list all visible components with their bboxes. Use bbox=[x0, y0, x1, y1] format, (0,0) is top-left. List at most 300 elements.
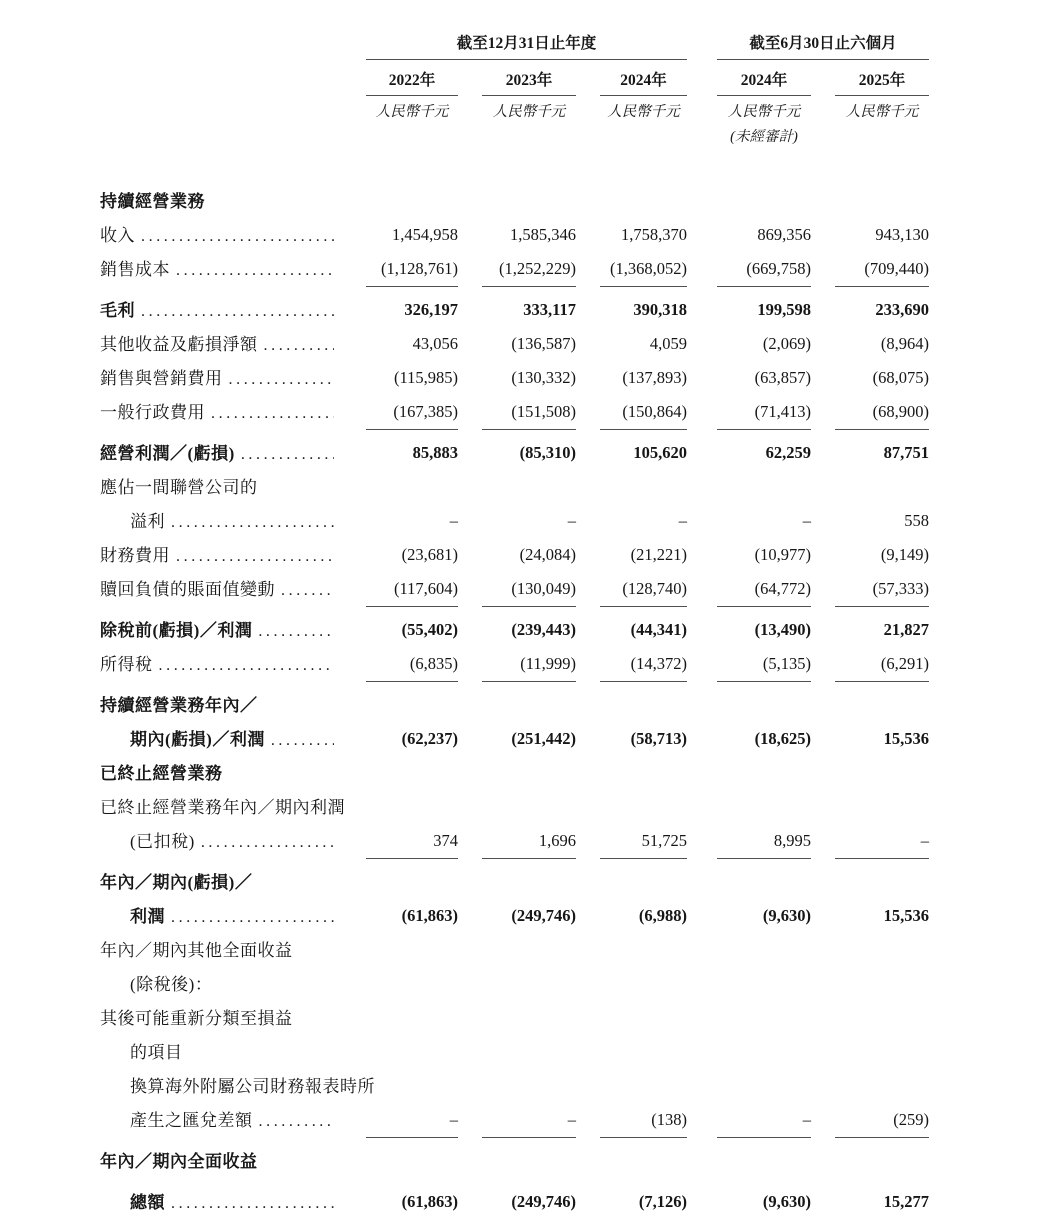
row-label: 銷售成本 bbox=[100, 260, 170, 279]
cell-value: (55,402) bbox=[401, 620, 458, 639]
cell-value: (709,440) bbox=[835, 258, 929, 287]
table-row bbox=[100, 464, 929, 498]
value-cell bbox=[811, 1172, 929, 1216]
cell-value: (61,863) bbox=[366, 1191, 458, 1216]
value-cell bbox=[811, 1063, 929, 1097]
cell-value: 4,059 bbox=[649, 334, 688, 353]
row-label: 已終止經營業務 bbox=[100, 764, 223, 783]
table-row bbox=[100, 818, 929, 859]
cell-value: (1,252,229) bbox=[482, 258, 576, 287]
value-cell bbox=[687, 212, 811, 246]
dot-leader bbox=[264, 337, 335, 355]
label-cell bbox=[100, 818, 360, 859]
value-cell bbox=[576, 246, 687, 287]
label-cell bbox=[100, 750, 360, 784]
value-cell bbox=[360, 784, 458, 818]
dot-leader bbox=[281, 582, 334, 600]
label-cell bbox=[100, 498, 360, 532]
cell-value: (669,758) bbox=[717, 258, 811, 287]
label-cell bbox=[100, 893, 360, 927]
value-cell bbox=[360, 1097, 458, 1138]
table-row bbox=[100, 750, 929, 784]
label-cell bbox=[100, 1097, 360, 1138]
value-cell bbox=[458, 893, 576, 927]
value-cell bbox=[811, 246, 929, 287]
value-cell bbox=[687, 859, 811, 893]
value-cell bbox=[458, 750, 576, 784]
table-row bbox=[100, 246, 929, 287]
row-label: 的項目 bbox=[130, 1043, 183, 1062]
value-cell bbox=[687, 1063, 811, 1097]
value-cell bbox=[458, 287, 576, 321]
value-cell bbox=[811, 154, 929, 212]
value-cell bbox=[360, 818, 458, 859]
value-cell bbox=[458, 1172, 576, 1216]
cell-value: (23,681) bbox=[401, 545, 458, 564]
value-cell bbox=[811, 355, 929, 389]
cell-value: (13,490) bbox=[754, 620, 812, 639]
label-cell bbox=[100, 995, 360, 1029]
value-cell bbox=[687, 750, 811, 784]
value-cell bbox=[687, 355, 811, 389]
cell-value: – bbox=[449, 511, 458, 530]
value-cell bbox=[458, 716, 576, 750]
value-cell bbox=[687, 246, 811, 287]
header-spacer bbox=[100, 28, 360, 60]
period-group-annual bbox=[360, 28, 687, 60]
value-cell bbox=[458, 1138, 576, 1172]
value-cell bbox=[458, 566, 576, 607]
value-cell bbox=[687, 818, 811, 859]
value-cell bbox=[687, 1172, 811, 1216]
row-label: 所得稅 bbox=[100, 655, 153, 674]
value-cell bbox=[576, 154, 687, 212]
table-row bbox=[100, 961, 929, 995]
table-row bbox=[100, 927, 929, 961]
label-cell bbox=[100, 321, 360, 355]
dot-leader bbox=[201, 834, 334, 852]
value-cell bbox=[811, 818, 929, 859]
cell-value: (85,310) bbox=[519, 443, 576, 462]
cell-value: (167,385) bbox=[366, 401, 458, 430]
table-row bbox=[100, 1138, 929, 1172]
value-cell bbox=[576, 212, 687, 246]
cell-value: 869,356 bbox=[757, 225, 812, 244]
table-row bbox=[100, 154, 929, 212]
cell-value: 333,117 bbox=[523, 300, 576, 319]
cell-value: (136,587) bbox=[511, 334, 576, 353]
value-cell bbox=[687, 389, 811, 430]
value-cell bbox=[811, 287, 929, 321]
value-cell bbox=[687, 784, 811, 818]
value-cell bbox=[811, 682, 929, 716]
row-label: 年內／期內(虧損)／ bbox=[100, 873, 253, 892]
row-label: 期內(虧損)／利潤 bbox=[130, 730, 265, 749]
row-label: (已扣稅) bbox=[130, 832, 195, 851]
value-cell bbox=[360, 498, 458, 532]
value-cell bbox=[360, 355, 458, 389]
cell-value: (64,772) bbox=[717, 578, 811, 607]
value-cell bbox=[811, 430, 929, 464]
column-unit: 人民幣千元 bbox=[492, 104, 566, 120]
row-label: 經營利潤／(虧損) bbox=[100, 444, 235, 463]
label-cell bbox=[100, 607, 360, 641]
dot-leader bbox=[176, 548, 334, 566]
value-cell bbox=[458, 430, 576, 464]
value-cell bbox=[687, 321, 811, 355]
label-cell bbox=[100, 246, 360, 287]
cell-value: (6,835) bbox=[366, 653, 458, 682]
cell-value: – bbox=[678, 511, 688, 530]
value-cell bbox=[360, 566, 458, 607]
cell-value: 199,598 bbox=[757, 300, 812, 319]
row-label: (除稅後)： bbox=[130, 975, 213, 994]
label-cell bbox=[100, 1029, 360, 1063]
row-label: 溢利 bbox=[130, 512, 165, 531]
value-cell bbox=[811, 893, 929, 927]
cell-value: – bbox=[717, 1109, 811, 1138]
row-label: 換算海外附屬公司財務報表時所 bbox=[130, 1077, 375, 1096]
value-cell bbox=[687, 287, 811, 321]
column-year-2022: 2022年 bbox=[366, 68, 458, 96]
value-cell bbox=[360, 859, 458, 893]
cell-value: 1,758,370 bbox=[621, 225, 688, 244]
table-row bbox=[100, 1097, 929, 1138]
header-spacer bbox=[100, 60, 360, 96]
value-cell bbox=[811, 1029, 929, 1063]
value-cell bbox=[458, 389, 576, 430]
dot-leader bbox=[271, 732, 334, 750]
cell-value: 390,318 bbox=[633, 300, 688, 319]
cell-value: 1,696 bbox=[482, 830, 576, 859]
cell-value: (7,126) bbox=[600, 1191, 687, 1216]
label-cell bbox=[100, 961, 360, 995]
value-cell bbox=[576, 1097, 687, 1138]
value-cell bbox=[576, 1029, 687, 1063]
value-cell bbox=[360, 1172, 458, 1216]
label-cell bbox=[100, 859, 360, 893]
label-cell bbox=[100, 154, 360, 212]
row-label: 持續經營業務年內／ bbox=[100, 696, 258, 715]
label-cell bbox=[100, 389, 360, 430]
value-cell bbox=[458, 607, 576, 641]
value-cell bbox=[687, 154, 811, 212]
row-label: 除稅前(虧損)／利潤 bbox=[100, 621, 253, 640]
value-cell bbox=[687, 716, 811, 750]
value-cell bbox=[687, 430, 811, 464]
value-cell bbox=[360, 995, 458, 1029]
cell-value: 1,585,346 bbox=[510, 225, 576, 244]
column-unit: 人民幣千元 bbox=[727, 104, 801, 120]
value-cell bbox=[360, 682, 458, 716]
table-row bbox=[100, 430, 929, 464]
cell-value: 21,827 bbox=[883, 620, 930, 639]
dot-leader bbox=[241, 446, 334, 464]
cell-value: – bbox=[366, 1109, 458, 1138]
cell-value: (8,964) bbox=[880, 334, 930, 353]
table-row bbox=[100, 641, 929, 682]
cell-value: (24,084) bbox=[519, 545, 576, 564]
row-label: 一般行政費用 bbox=[100, 403, 205, 422]
cell-value: (18,625) bbox=[754, 729, 812, 748]
cell-value: 51,725 bbox=[600, 830, 687, 859]
value-cell bbox=[576, 321, 687, 355]
period-group-annual-title: 截至12月31日止年度 bbox=[366, 31, 687, 60]
value-cell bbox=[576, 464, 687, 498]
table-row bbox=[100, 682, 929, 716]
cell-value: (11,999) bbox=[482, 653, 576, 682]
value-cell bbox=[360, 750, 458, 784]
value-cell bbox=[360, 716, 458, 750]
value-cell bbox=[687, 1097, 811, 1138]
value-cell bbox=[458, 1097, 576, 1138]
value-cell bbox=[458, 995, 576, 1029]
value-cell bbox=[360, 287, 458, 321]
income-statement-table bbox=[100, 28, 929, 1216]
table-row bbox=[100, 566, 929, 607]
cell-value: (61,863) bbox=[401, 906, 458, 925]
value-cell bbox=[811, 1097, 929, 1138]
value-cell bbox=[360, 641, 458, 682]
cell-value: 943,130 bbox=[875, 225, 930, 244]
label-cell bbox=[100, 641, 360, 682]
value-cell bbox=[458, 321, 576, 355]
cell-value: (130,049) bbox=[482, 578, 576, 607]
unaudited-note: (未經審計) bbox=[730, 129, 798, 145]
label-cell bbox=[100, 927, 360, 961]
period-group-interim-title: 截至6月30日止六個月 bbox=[717, 31, 929, 60]
cell-value: 43,056 bbox=[412, 334, 458, 353]
value-cell bbox=[458, 154, 576, 212]
value-cell bbox=[458, 859, 576, 893]
dot-leader bbox=[171, 909, 334, 927]
row-label: 財務費用 bbox=[100, 546, 170, 565]
value-cell bbox=[458, 464, 576, 498]
cell-value: (249,746) bbox=[482, 1191, 576, 1216]
value-cell bbox=[576, 682, 687, 716]
value-cell bbox=[458, 1063, 576, 1097]
row-label: 毛利 bbox=[100, 301, 135, 320]
value-cell bbox=[687, 927, 811, 961]
value-cell bbox=[687, 893, 811, 927]
column-year-2023: 2023年 bbox=[482, 68, 576, 96]
cell-value: (44,341) bbox=[630, 620, 688, 639]
row-label: 年內／期內其他全面收益 bbox=[100, 941, 293, 960]
value-cell bbox=[458, 682, 576, 716]
table-row bbox=[100, 355, 929, 389]
value-cell bbox=[687, 566, 811, 607]
value-cell bbox=[458, 246, 576, 287]
row-label: 贖回負債的賬面值變動 bbox=[100, 580, 275, 599]
cell-value: 62,259 bbox=[765, 443, 812, 462]
cell-value: (138) bbox=[600, 1109, 687, 1138]
value-cell bbox=[458, 784, 576, 818]
row-label: 利潤 bbox=[130, 907, 165, 926]
cell-value: – bbox=[567, 511, 576, 530]
value-cell bbox=[360, 532, 458, 566]
value-cell bbox=[811, 607, 929, 641]
cell-value: 1,454,958 bbox=[392, 225, 458, 244]
cell-value: (6,291) bbox=[835, 653, 929, 682]
table-row bbox=[100, 995, 929, 1029]
value-cell bbox=[687, 1029, 811, 1063]
value-cell bbox=[576, 716, 687, 750]
cell-value: – bbox=[802, 511, 812, 530]
cell-value: (151,508) bbox=[482, 401, 576, 430]
table-body bbox=[100, 154, 929, 1216]
cell-value: (239,443) bbox=[511, 620, 576, 639]
label-cell bbox=[100, 1138, 360, 1172]
table-row bbox=[100, 607, 929, 641]
table-row bbox=[100, 1063, 929, 1097]
value-cell bbox=[811, 641, 929, 682]
value-cell bbox=[687, 641, 811, 682]
cell-value: (115,985) bbox=[393, 368, 458, 387]
dot-leader bbox=[258, 623, 334, 641]
cell-value: (128,740) bbox=[600, 578, 687, 607]
dot-leader bbox=[176, 262, 334, 280]
value-cell bbox=[576, 355, 687, 389]
value-cell bbox=[360, 893, 458, 927]
value-cell bbox=[811, 927, 929, 961]
value-cell bbox=[811, 532, 929, 566]
value-cell bbox=[360, 321, 458, 355]
value-cell bbox=[687, 961, 811, 995]
cell-value: (1,128,761) bbox=[366, 258, 458, 287]
cell-value: 233,690 bbox=[875, 300, 930, 319]
table-row bbox=[100, 1029, 929, 1063]
value-cell bbox=[360, 389, 458, 430]
value-cell bbox=[576, 498, 687, 532]
value-cell bbox=[811, 784, 929, 818]
cell-value: 8,995 bbox=[717, 830, 811, 859]
value-cell bbox=[811, 566, 929, 607]
cell-value: (9,630) bbox=[762, 906, 812, 925]
cell-value: (57,333) bbox=[835, 578, 929, 607]
value-cell bbox=[811, 1138, 929, 1172]
row-label: 收入 bbox=[100, 226, 135, 245]
cell-value: (58,713) bbox=[630, 729, 688, 748]
cell-value: (21,221) bbox=[630, 545, 688, 564]
value-cell bbox=[576, 566, 687, 607]
value-cell bbox=[687, 532, 811, 566]
value-cell bbox=[811, 750, 929, 784]
column-year-2025-interim: 2025年 bbox=[835, 68, 929, 96]
cell-value: (10,977) bbox=[754, 545, 812, 564]
value-cell bbox=[576, 995, 687, 1029]
table-row bbox=[100, 532, 929, 566]
value-cell bbox=[576, 818, 687, 859]
value-cell bbox=[360, 154, 458, 212]
cell-value: (9,149) bbox=[880, 545, 930, 564]
value-cell bbox=[576, 893, 687, 927]
row-label: 年內／期內全面收益 bbox=[100, 1152, 258, 1171]
column-unit: 人民幣千元 bbox=[375, 104, 449, 120]
value-cell bbox=[576, 532, 687, 566]
value-cell bbox=[576, 389, 687, 430]
value-cell bbox=[458, 961, 576, 995]
cell-value: 558 bbox=[904, 511, 930, 530]
value-cell bbox=[360, 212, 458, 246]
cell-value: 326,197 bbox=[404, 300, 458, 319]
value-cell bbox=[576, 961, 687, 995]
dot-leader bbox=[211, 405, 334, 423]
value-cell bbox=[687, 682, 811, 716]
label-cell bbox=[100, 566, 360, 607]
cell-value: (63,857) bbox=[754, 368, 812, 387]
cell-value: (1,368,052) bbox=[600, 258, 687, 287]
value-cell bbox=[458, 641, 576, 682]
cell-value: (150,864) bbox=[600, 401, 687, 430]
cell-value: 15,536 bbox=[883, 906, 930, 925]
cell-value: (14,372) bbox=[600, 653, 687, 682]
cell-value: (2,069) bbox=[762, 334, 812, 353]
header-unit-row bbox=[100, 96, 929, 154]
dot-leader bbox=[141, 228, 334, 246]
value-cell bbox=[811, 212, 929, 246]
label-cell bbox=[100, 212, 360, 246]
value-cell bbox=[576, 641, 687, 682]
dot-leader bbox=[229, 371, 335, 389]
label-cell bbox=[100, 1063, 375, 1097]
value-cell bbox=[687, 498, 811, 532]
column-unit: 人民幣千元 bbox=[845, 104, 919, 120]
header-period-row bbox=[100, 28, 929, 60]
value-cell bbox=[576, 287, 687, 321]
row-label: 產生之匯兌差額 bbox=[130, 1111, 253, 1130]
cell-value: (5,135) bbox=[717, 653, 811, 682]
value-cell bbox=[360, 246, 458, 287]
value-cell bbox=[576, 784, 687, 818]
row-label: 其後可能重新分類至損益 bbox=[100, 1009, 293, 1028]
label-cell bbox=[100, 682, 360, 716]
column-year-2024-interim: 2024年 bbox=[717, 68, 811, 96]
label-cell bbox=[100, 1172, 360, 1216]
value-cell bbox=[811, 995, 929, 1029]
label-cell bbox=[100, 287, 360, 321]
value-cell bbox=[811, 321, 929, 355]
dot-leader bbox=[171, 1195, 334, 1213]
cell-value: 105,620 bbox=[633, 443, 688, 462]
value-cell bbox=[576, 750, 687, 784]
value-cell bbox=[687, 464, 811, 498]
row-label: 持續經營業務 bbox=[100, 192, 205, 211]
value-cell bbox=[811, 464, 929, 498]
value-cell bbox=[360, 430, 458, 464]
value-cell bbox=[458, 818, 576, 859]
row-label: 應佔一間聯營公司的 bbox=[100, 478, 258, 497]
value-cell bbox=[458, 1029, 576, 1063]
cell-value: (68,075) bbox=[872, 368, 930, 387]
table-row bbox=[100, 784, 929, 818]
table-row bbox=[100, 716, 929, 750]
value-cell bbox=[458, 355, 576, 389]
value-cell bbox=[360, 464, 458, 498]
cell-value: (62,237) bbox=[401, 729, 458, 748]
table-row bbox=[100, 389, 929, 430]
label-cell bbox=[100, 355, 360, 389]
table-row bbox=[100, 893, 929, 927]
value-cell bbox=[576, 607, 687, 641]
label-cell bbox=[100, 784, 360, 818]
value-cell bbox=[360, 607, 458, 641]
period-group-interim bbox=[687, 28, 929, 60]
value-cell bbox=[576, 859, 687, 893]
cell-value: (117,604) bbox=[366, 578, 458, 607]
label-cell bbox=[100, 464, 360, 498]
cell-value: (9,630) bbox=[717, 1191, 811, 1216]
column-year-2024: 2024年 bbox=[600, 68, 687, 96]
